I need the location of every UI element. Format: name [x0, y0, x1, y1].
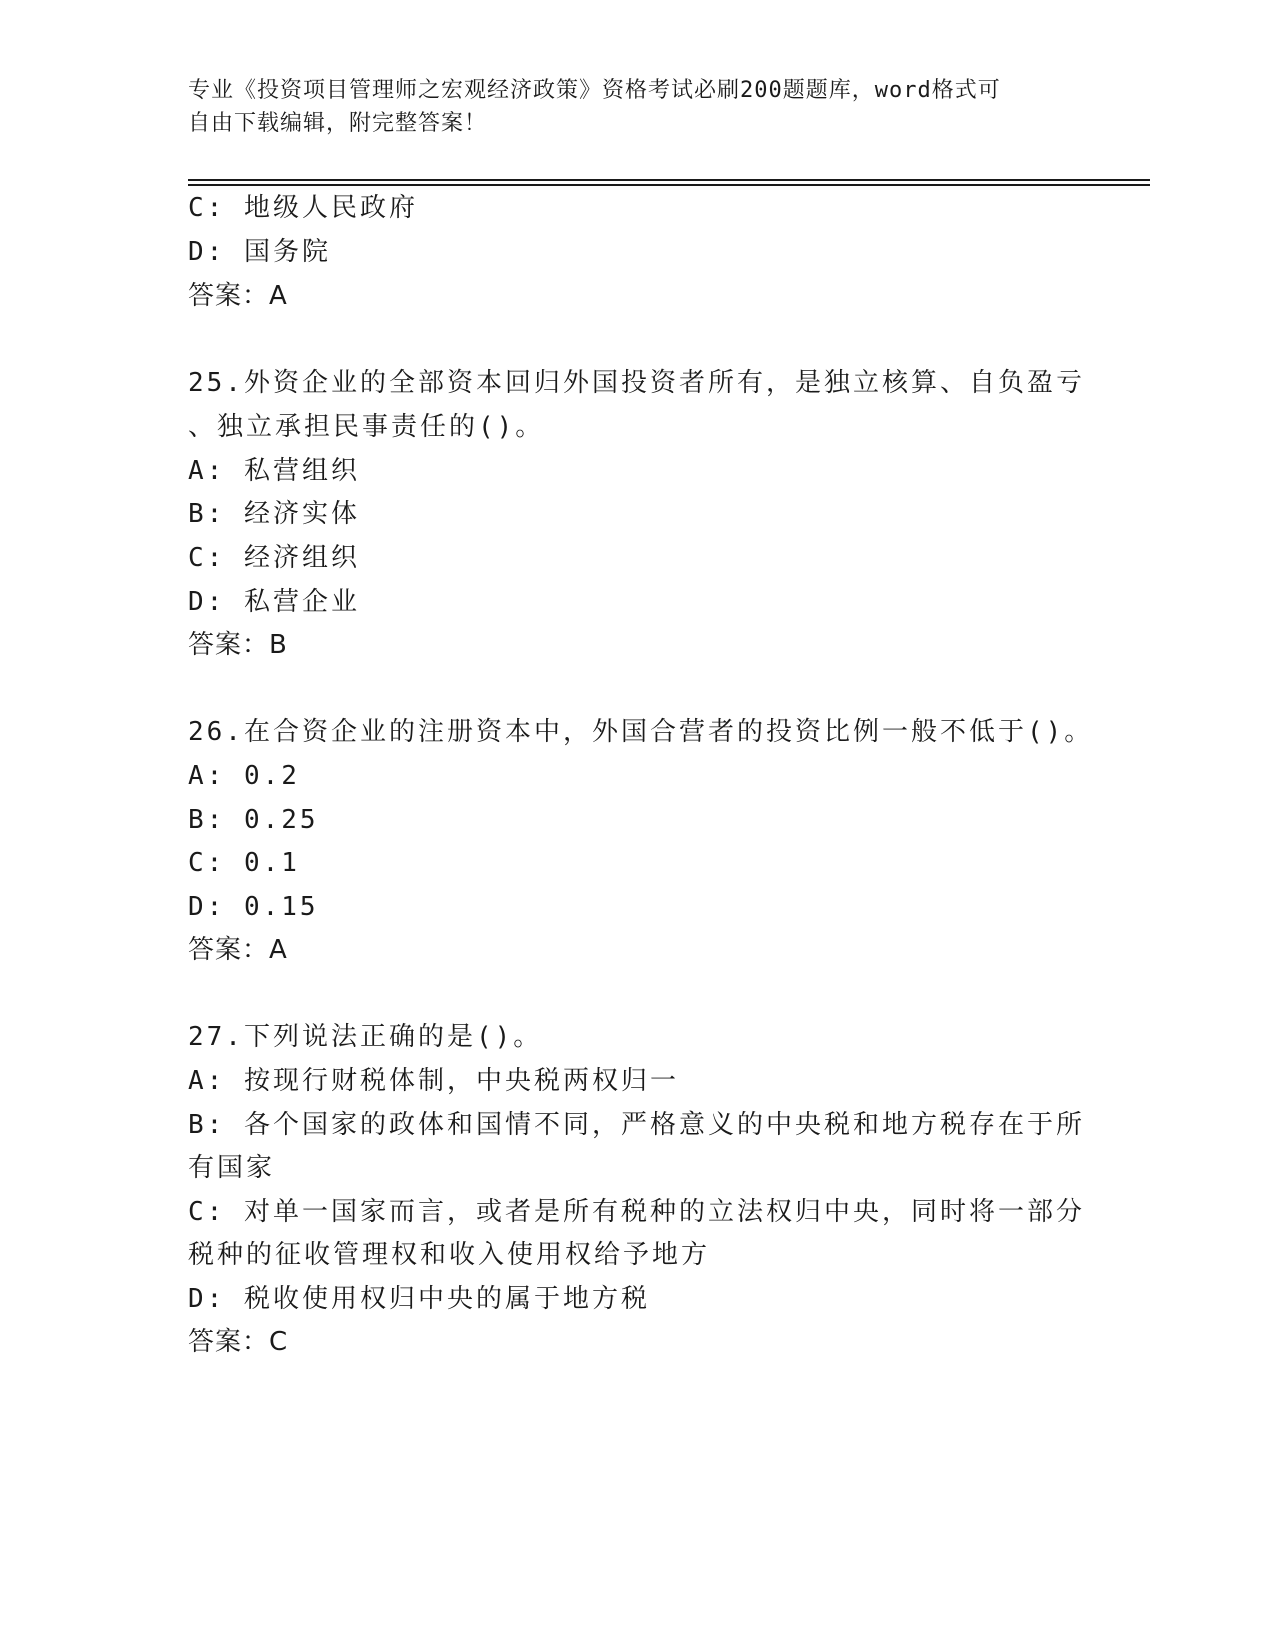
q26-option-a: A: 0.2 [188, 761, 300, 791]
q26-option-c: C: 0.1 [188, 848, 300, 878]
q25-option-c: C: 经济组织 [188, 543, 360, 573]
header-line-2: 自由下载编辑，附完整答案！ [188, 111, 488, 136]
q27-option-a: A: 按现行财税体制，中央税两权归一 [188, 1066, 679, 1096]
q27-stem: 27.下列说法正确的是()。 [188, 1022, 543, 1052]
prev-answer: 答案：A [188, 281, 288, 311]
q25-option-b: B: 经济实体 [188, 499, 360, 529]
q26-answer: 答案：A [188, 935, 288, 965]
q25-option-a: A: 私营组织 [188, 456, 360, 486]
q25-stem-line-1: 25.外资企业的全部资本回归外国投资者所有，是独立核算、自负盈亏 [188, 368, 1085, 398]
prev-option-c: C: 地级人民政府 [188, 193, 418, 223]
q26-option-b: B: 0.25 [188, 805, 319, 835]
q26-stem: 26.在合资企业的注册资本中，外国合营者的投资比例一般不低于()。 [188, 717, 1094, 747]
prev-option-d: D: 国务院 [188, 237, 331, 267]
q27-option-c-line-2: 税种的征收管理权和收入使用权给予地方 [188, 1240, 711, 1270]
q27-option-b-line-1: B: 各个国家的政体和国情不同，严格意义的中央税和地方税存在于所 [188, 1110, 1085, 1140]
q27-option-b-line-2: 有国家 [188, 1153, 276, 1183]
header-line-1: 专业《投资项目管理师之宏观经济政策》资格考试必刷200题题库，word格式可 [188, 78, 1001, 103]
q27-answer: 答案：C [188, 1327, 289, 1357]
document-header [188, 74, 1088, 140]
header-divider-bottom [188, 184, 1150, 186]
q26-option-d: D: 0.15 [188, 892, 319, 922]
q27-option-d: D: 税收使用权归中央的属于地方税 [188, 1284, 650, 1314]
q25-stem-line-2: 、独立承担民事责任的()。 [188, 412, 545, 442]
q27-option-c-line-1: C: 对单一国家而言，或者是所有税种的立法权归中央，同时将一部分 [188, 1197, 1085, 1227]
header-divider-top [188, 179, 1150, 181]
q25-answer: 答案：B [188, 630, 288, 660]
q25-option-d: D: 私营企业 [188, 587, 360, 617]
